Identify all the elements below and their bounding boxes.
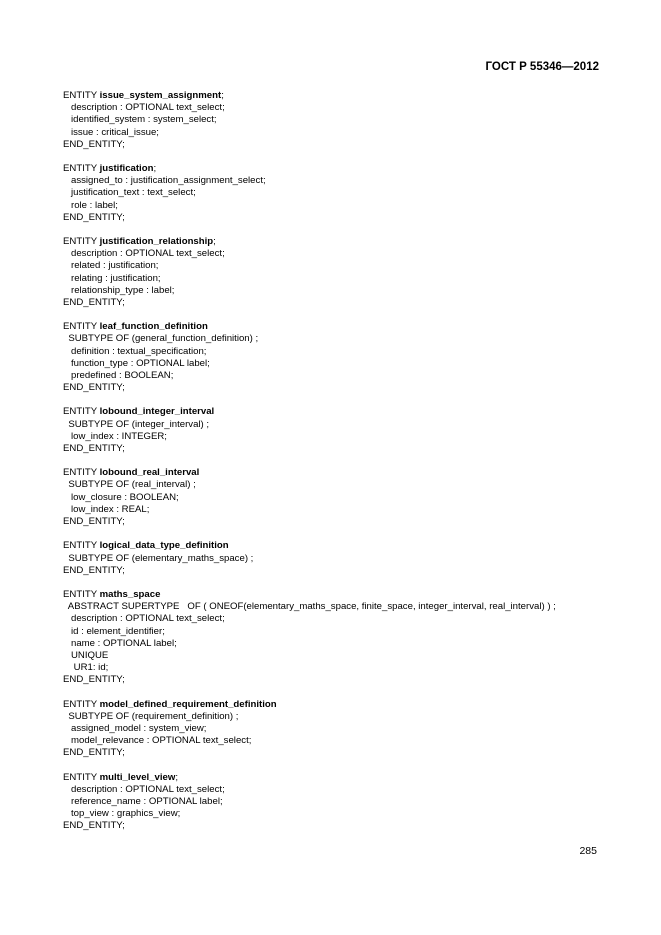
entity-attribute: description : OPTIONAL text_select; (63, 102, 225, 114)
entity-name: leaf_function_definition (99, 321, 208, 333)
entity-declaration (63, 406, 623, 418)
entity-attribute: low_index : INTEGER; (63, 430, 167, 442)
entity-keyword: ENTITY (63, 90, 100, 101)
entity-end: END_ENTITY; (63, 747, 125, 759)
entity-attribute: description : OPTIONAL text_select; (63, 613, 225, 625)
entity-supertype-clause: SUBTYPE OF (integer_interval) ; (63, 418, 210, 430)
entity-declaration (63, 90, 623, 102)
entity-block (63, 772, 623, 833)
entity-keyword: ENTITY (63, 236, 100, 248)
entity-name-suffix: ; (213, 236, 216, 248)
entity-name-suffix: ; (175, 771, 179, 783)
entity-name: logical_data_type_definition (99, 540, 229, 552)
entity-name: lobound_real_interval (99, 467, 200, 479)
entity-declaration (63, 540, 623, 552)
entity-declaration (63, 699, 623, 711)
page-number: 285 (579, 845, 597, 857)
entity-block (63, 163, 623, 224)
entity-keyword: ENTITY (63, 588, 100, 600)
entity-attribute: id : element_identifier; (63, 625, 165, 637)
entity-attribute: low_closure : BOOLEAN; (63, 491, 179, 503)
entity-attribute: role : label; (63, 199, 118, 211)
entity-attribute: relating : justification; (63, 272, 161, 284)
entity-attribute: assigned_model : system_view; (63, 722, 207, 734)
entity-name-suffix: ; (221, 90, 224, 101)
entity-attribute: issue : critical_issue; (63, 126, 159, 138)
entity-attribute: relationship_type : label; (63, 284, 175, 296)
entity-block (63, 236, 623, 309)
entity-attribute: definition : textual_specification; (63, 345, 207, 357)
entity-name: multi_level_view (99, 771, 176, 783)
entity-name: issue_system_assignment (99, 90, 222, 101)
entity-supertype-clause: SUBTYPE OF (general_function_definition) ; (63, 333, 259, 345)
entity-declaration (63, 467, 623, 479)
entity-attribute: top_view : graphics_view; (63, 808, 181, 820)
entity-block (63, 467, 623, 528)
entity-end: END_ENTITY; (63, 297, 125, 309)
entity-attribute: name : OPTIONAL label; (63, 637, 177, 649)
entity-block (63, 321, 623, 394)
entity-block (63, 406, 623, 455)
entity-declaration (63, 163, 623, 175)
entity-block (63, 90, 623, 151)
entity-end: END_ENTITY; (63, 820, 125, 832)
entity-block (63, 699, 623, 760)
entity-block (63, 540, 623, 577)
entity-attribute: description : OPTIONAL text_select; (63, 248, 225, 260)
entity-supertype-clause: SUBTYPE OF (elementary_maths_space) ; (63, 552, 254, 564)
entity-unique-rule: UR1: id; (63, 662, 109, 674)
entity-name-suffix: ; (153, 163, 157, 175)
entity-end: END_ENTITY; (63, 564, 125, 576)
entity-supertype-clause: ABSTRACT SUPERTYPE OF ( ONEOF(elementary_maths_space, finite_space, integer_interval, real_interval) ) ; (63, 601, 556, 613)
entity-attribute: assigned_to : justification_assignment_select; (63, 175, 266, 187)
entity-attribute: model_relevance : OPTIONAL text_select; (63, 735, 252, 747)
entity-attribute: identified_system : system_select; (63, 114, 217, 126)
entity-end: END_ENTITY; (63, 382, 125, 394)
entity-block (63, 589, 623, 687)
entity-name: lobound_integer_interval (99, 406, 215, 418)
entity-keyword: ENTITY (63, 698, 100, 710)
standard-header: ГОСТ Р 55346—2012 (485, 61, 599, 73)
entity-keyword: ENTITY (63, 467, 100, 479)
entity-end: END_ENTITY; (63, 138, 125, 150)
entity-declaration (63, 236, 623, 248)
entity-supertype-clause: SUBTYPE OF (requirement_definition) ; (63, 710, 239, 722)
entity-attribute: related : justification; (63, 260, 159, 272)
entity-unique-clause: UNIQUE (63, 649, 109, 661)
entity-end: END_ENTITY; (63, 674, 125, 686)
entity-attribute: function_type : OPTIONAL label; (63, 357, 210, 369)
entity-declaration (63, 321, 623, 333)
entity-attribute: reference_name : OPTIONAL label; (63, 795, 223, 807)
entity-end: END_ENTITY; (63, 516, 125, 528)
entity-name: justification (99, 163, 154, 175)
entity-listing (63, 90, 623, 845)
entity-name: justification_relationship (99, 236, 214, 248)
entity-declaration (63, 589, 623, 601)
entity-end: END_ENTITY; (63, 443, 125, 455)
entity-keyword: ENTITY (63, 540, 100, 552)
entity-declaration (63, 772, 623, 784)
entity-attribute: low_index : REAL; (63, 503, 150, 515)
entity-keyword: ENTITY (63, 771, 100, 783)
entity-keyword: ENTITY (63, 163, 100, 175)
entity-supertype-clause: SUBTYPE OF (real_interval) ; (63, 479, 196, 491)
entity-end: END_ENTITY; (63, 211, 125, 223)
entity-keyword: ENTITY (63, 406, 100, 418)
entity-attribute: description : OPTIONAL text_select; (63, 783, 225, 795)
entity-name: maths_space (99, 588, 161, 600)
entity-keyword: ENTITY (63, 321, 100, 333)
entity-attribute: justification_text : text_select; (63, 187, 196, 199)
entity-attribute: predefined : BOOLEAN; (63, 370, 174, 382)
entity-name: model_defined_requirement_definition (99, 698, 277, 710)
